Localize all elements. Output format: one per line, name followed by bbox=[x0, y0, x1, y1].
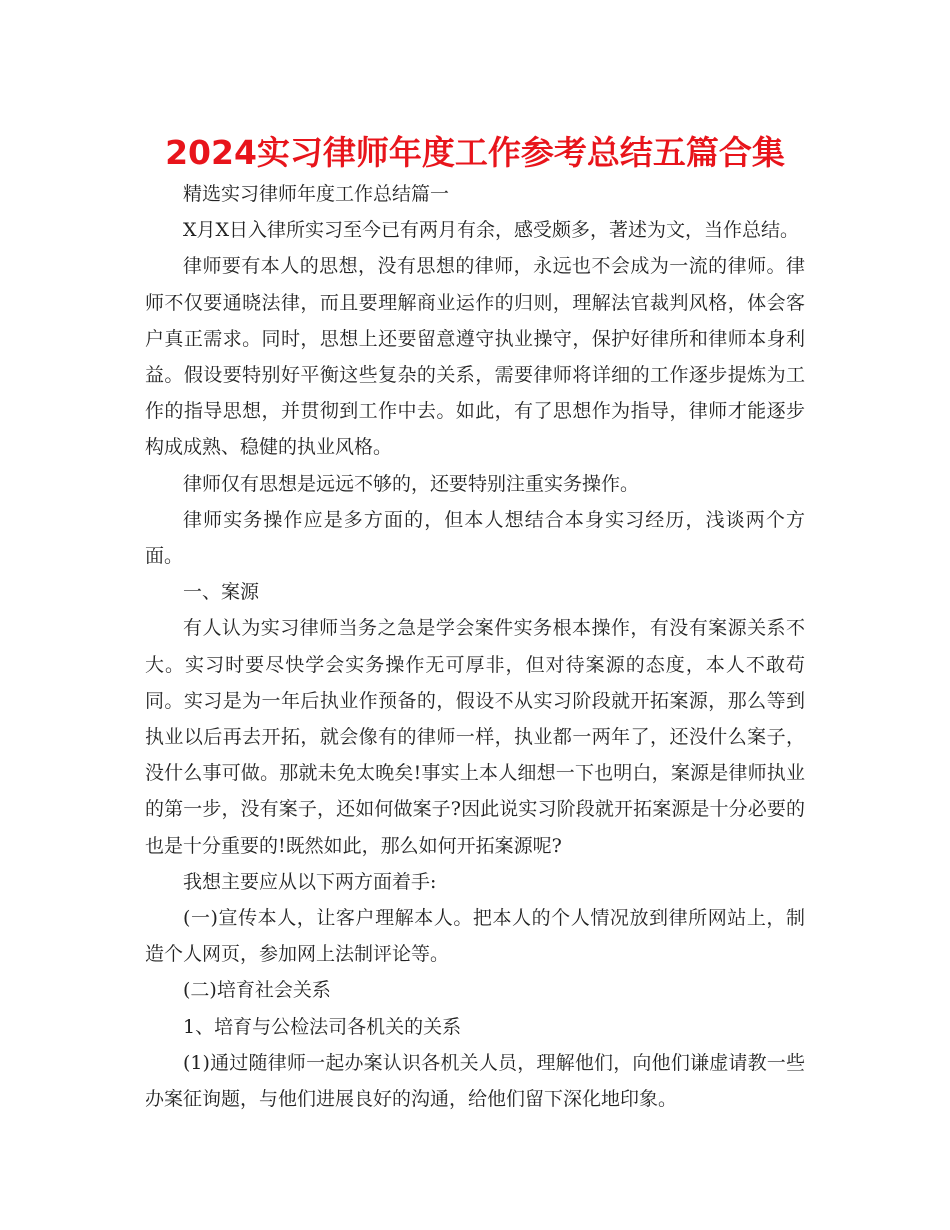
subsection-heading: (二)培育社会关系 bbox=[183, 979, 331, 1002]
section-heading: 一、案源 bbox=[183, 581, 260, 604]
body-paragraph: 律师仅有思想是远远不够的，还要特别注重实务操作。 bbox=[183, 472, 640, 495]
body-paragraph: X月X日入律所实习至今已有两月有余，感受颇多，著述为文，当作总结。 bbox=[183, 219, 800, 242]
body-paragraph: 我想主要应从以下两方面着手: bbox=[183, 870, 437, 893]
body-paragraph: 律师实务操作应是多方面的，但本人想结合本身实习经历，浅谈两个方面。 bbox=[145, 508, 805, 568]
body-paragraph: 律师要有本人的思想，没有思想的律师，永远也不会成为一流的律师。律师不仅要通晓法律，而且要理解商业运作的归则，理解法官裁判风格，体会客户真正需求。同时，思想上还要留意遵守执业操守，保护好律所和律师本身利益。假设要特别好平衡这些复杂的关系，需要律师将详细的工作逐步提炼为工作的指导思想，并贯彻到工作中去。如此，有了思想作为指导，律师才能逐步构成成熟、稳健的执业风格。 bbox=[145, 255, 805, 459]
document-body bbox=[145, 176, 805, 1117]
body-paragraph: 有人认为实习律师当务之急是学会案件实务根本操作，有没有案源关系不大。实习时要尽快学会实务操作无可厚非，但对待案源的态度，本人不敢苟同。实习是为一年后执业作预备的，假设不从实习阶段就开拓案源，那么等到执业以后再去开拓，就会像有的律师一样，执业都一两年了，还没什么案子，没什么事可做。那就未免太晚矣!事实上本人细想一下也明白，案源是律师执业的第一步，没有案子，还如何做案子?因此说实习阶段就开拓案源是十分必要的也是十分重要的!既然如此，那么如何开拓案源呢? bbox=[145, 617, 805, 857]
document-title: 2024实习律师年度工作参考总结五篇合集 bbox=[165, 133, 785, 172]
body-paragraph: (一)宣传本人，让客户理解本人。把本人的个人情况放到律所网站上，制造个人网页，参加网上法制评论等。 bbox=[145, 907, 805, 966]
section-heading: 精选实习律师年度工作总结篇一 bbox=[183, 183, 450, 205]
body-paragraph: (1)通过随律师一起办案认识各机关人员，理解他们，向他们谦虚请教一些办案征询题，与他们进展良好的沟通，给他们留下深化地印象。 bbox=[145, 1051, 805, 1111]
subsection-heading: 1、培育与公检法司各机关的关系 bbox=[183, 1015, 462, 1038]
